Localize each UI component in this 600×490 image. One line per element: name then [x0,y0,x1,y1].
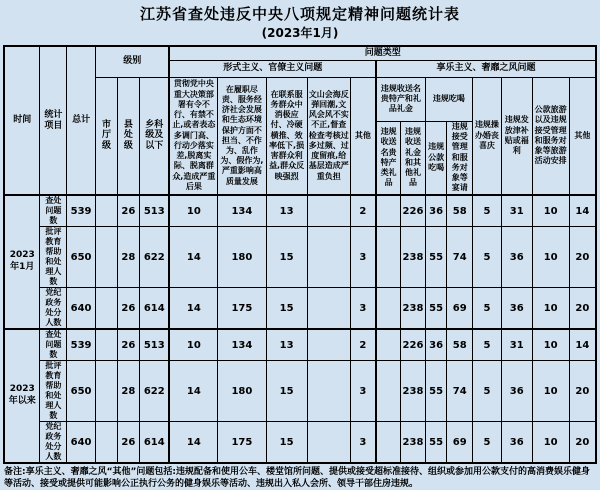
header-level-township: 乡科级及以下 [140,77,170,195]
data-cell: 10 [532,329,569,361]
header-formalism-col-duty: 在履职尽责、服务经济社会发展和生态环境保护方面不担当、不作为、乱作为、假作为,严重影响高质量发展 [218,77,266,195]
header-formalism-col-meetings: 文山会海反弹回潮,文风会风不实不正,督查检查考核过多过频、过度留痕,给基层造成严重负担 [307,77,350,195]
data-cell: 13 [266,329,307,361]
data-cell [376,422,401,464]
data-cell: 28 [117,361,140,422]
data-cell: 14 [169,361,217,422]
data-cell: 3 [350,422,376,464]
data-cell [95,422,117,464]
data-cell [376,329,401,361]
data-cell [95,227,117,288]
data-cell: 175 [218,288,266,330]
data-cell [376,288,401,330]
data-cell: 3 [350,361,376,422]
data-cell: 622 [140,227,170,288]
data-cell: 539 [67,329,96,361]
data-cell [95,361,117,422]
page-title: 江苏省查处违反中央八项规定精神问题统计表 [139,5,460,23]
table-header [4,46,596,195]
data-cell: 175 [218,422,266,464]
row-label: 党纪政务处分人数 [40,288,67,330]
header-level-county: 县处级 [117,77,140,195]
data-cell: 10 [169,329,217,361]
data-cell: 36 [425,329,447,361]
data-cell: 180 [218,361,266,422]
data-cell: 3 [350,288,376,330]
data-cell: 640 [67,422,96,464]
row-label: 党纪政务处分人数 [40,422,67,464]
header-problem-type: 问题类型 [169,46,596,60]
header-dining-public-funds: 违规公款吃喝 [425,121,447,195]
header-total: 总计 [67,46,96,195]
data-cell: 650 [67,227,96,288]
data-cell: 20 [569,288,596,330]
data-cell: 238 [401,288,426,330]
header-formalism-col-masses: 在联系服务群众中消极应付、冷硬横推、效率低下,损害群众利益,群众反映强烈 [266,77,307,195]
data-cell: 513 [140,195,170,227]
data-cell: 2 [350,329,376,361]
header-gift-specialty: 违规收送名贵特产类礼品 [376,121,401,195]
header-dining-group: 违规吃喝 [425,77,472,121]
data-cell: 36 [501,361,532,422]
header-time: 时间 [4,46,40,195]
data-cell: 69 [447,288,473,330]
data-cell: 10 [532,288,569,330]
data-cell: 26 [117,422,140,464]
data-cell: 238 [401,227,426,288]
data-cell: 55 [425,361,447,422]
data-cell: 26 [117,329,140,361]
data-cell: 55 [425,288,447,330]
data-cell [307,329,350,361]
header-allowance: 违规发放津补贴或福利 [501,77,532,195]
data-cell: 539 [67,195,96,227]
data-cell: 14 [169,288,217,330]
row-label: 批评教育帮助和处理人数 [40,227,67,288]
data-cell: 180 [218,227,266,288]
data-cell: 513 [140,329,170,361]
data-cell: 3 [350,227,376,288]
data-cell: 622 [140,361,170,422]
data-cell [95,329,117,361]
data-cell [376,227,401,288]
data-cell: 650 [67,361,96,422]
data-cell: 15 [266,422,307,464]
data-cell: 10 [169,195,217,227]
data-cell: 14 [169,422,217,464]
data-cell: 5 [473,195,502,227]
data-cell: 5 [473,422,502,464]
data-cell: 36 [501,288,532,330]
period-cell: 2023年以来 [4,329,40,463]
data-cell: 55 [425,227,447,288]
data-cell: 2 [350,195,376,227]
data-cell [307,361,350,422]
header-wedding-funeral: 违规操办婚丧喜庆 [473,77,502,195]
data-cell: 238 [401,422,426,464]
header-stat-item: 统计项目 [40,46,67,195]
data-cell: 14 [569,329,596,361]
data-cell: 238 [401,361,426,422]
data-cell [307,288,350,330]
statistics-table [3,45,597,464]
data-cell: 36 [501,422,532,464]
data-cell: 5 [473,288,502,330]
header-formalism-col-policy: 贯彻党中央重大决策部署有令不行、有禁不止,或者表态多调门高、行动少落实差,脱离实际、脱离群众,造成严重后果 [169,77,217,195]
header-public-travel: 公款旅游以及违规接受管理和服务对象等旅游活动安排 [532,77,569,195]
data-cell [307,227,350,288]
header-hedonism-other: 其他 [569,77,596,195]
data-cell: 226 [401,329,426,361]
data-cell: 10 [532,227,569,288]
data-cell: 5 [473,329,502,361]
data-cell: 226 [401,195,426,227]
data-cell: 614 [140,422,170,464]
data-cell: 14 [169,227,217,288]
data-cell: 10 [532,361,569,422]
data-cell [376,195,401,227]
period-cell: 2023年1月 [4,195,40,329]
data-cell: 5 [473,227,502,288]
data-cell [95,195,117,227]
data-cell: 10 [532,195,569,227]
data-cell: 134 [218,195,266,227]
data-cell: 20 [569,422,596,464]
row-label: 查处问题数 [40,195,67,227]
data-cell: 15 [266,227,307,288]
data-cell: 74 [447,227,473,288]
header-formalism-group: 形式主义、官僚主义问题 [169,60,376,77]
data-cell: 26 [117,288,140,330]
header-gift-money: 违规收送礼金和其他礼品 [401,121,426,195]
data-cell: 28 [117,227,140,288]
data-cell: 614 [140,288,170,330]
data-cell: 58 [447,329,473,361]
header-level-group: 级别 [95,46,169,77]
data-cell: 55 [425,422,447,464]
header-gift-group: 违规收送名贵特产和礼品礼金 [376,77,425,121]
data-cell [307,422,350,464]
row-label: 批评教育帮助和处理人数 [40,361,67,422]
row-group-2023-jan [4,195,596,329]
data-cell: 640 [67,288,96,330]
header-level-city: 市厅级 [95,77,117,195]
data-cell: 58 [447,195,473,227]
header-dining-invitation: 违规接受管理和服务对象等宴请 [447,121,473,195]
footnote: 备注:享乐主义、奢靡之风“其他”问题包括:违规配备和使用公车、楼堂馆所问题、提供或接受超标准接待、组织或参加用公款支付的高消费娱乐健身等活动、接受或提供可能影响公正执行公务的健身娱乐等活动、违规出入私人会所、领导干部住房违规。 [4,467,591,489]
header-formalism-col-other: 其他 [350,77,376,195]
row-label: 查处问题数 [40,329,67,361]
data-cell [307,195,350,227]
header-hedonism-group: 享乐主义、奢靡之风问题 [376,60,596,77]
data-cell: 10 [532,422,569,464]
data-cell: 36 [501,227,532,288]
data-cell: 74 [447,361,473,422]
data-cell [95,288,117,330]
data-cell: 20 [569,227,596,288]
data-cell: 15 [266,288,307,330]
data-cell: 134 [218,329,266,361]
data-cell: 13 [266,195,307,227]
data-cell [376,361,401,422]
data-cell: 20 [569,361,596,422]
data-cell: 36 [425,195,447,227]
data-cell: 31 [501,195,532,227]
data-cell: 69 [447,422,473,464]
data-cell: 15 [266,361,307,422]
data-cell: 31 [501,329,532,361]
data-cell: 14 [569,195,596,227]
page-subtitle: (2023年1月) [261,26,339,40]
data-cell: 26 [117,195,140,227]
data-cell: 5 [473,361,502,422]
row-group-2023-since [4,329,596,463]
